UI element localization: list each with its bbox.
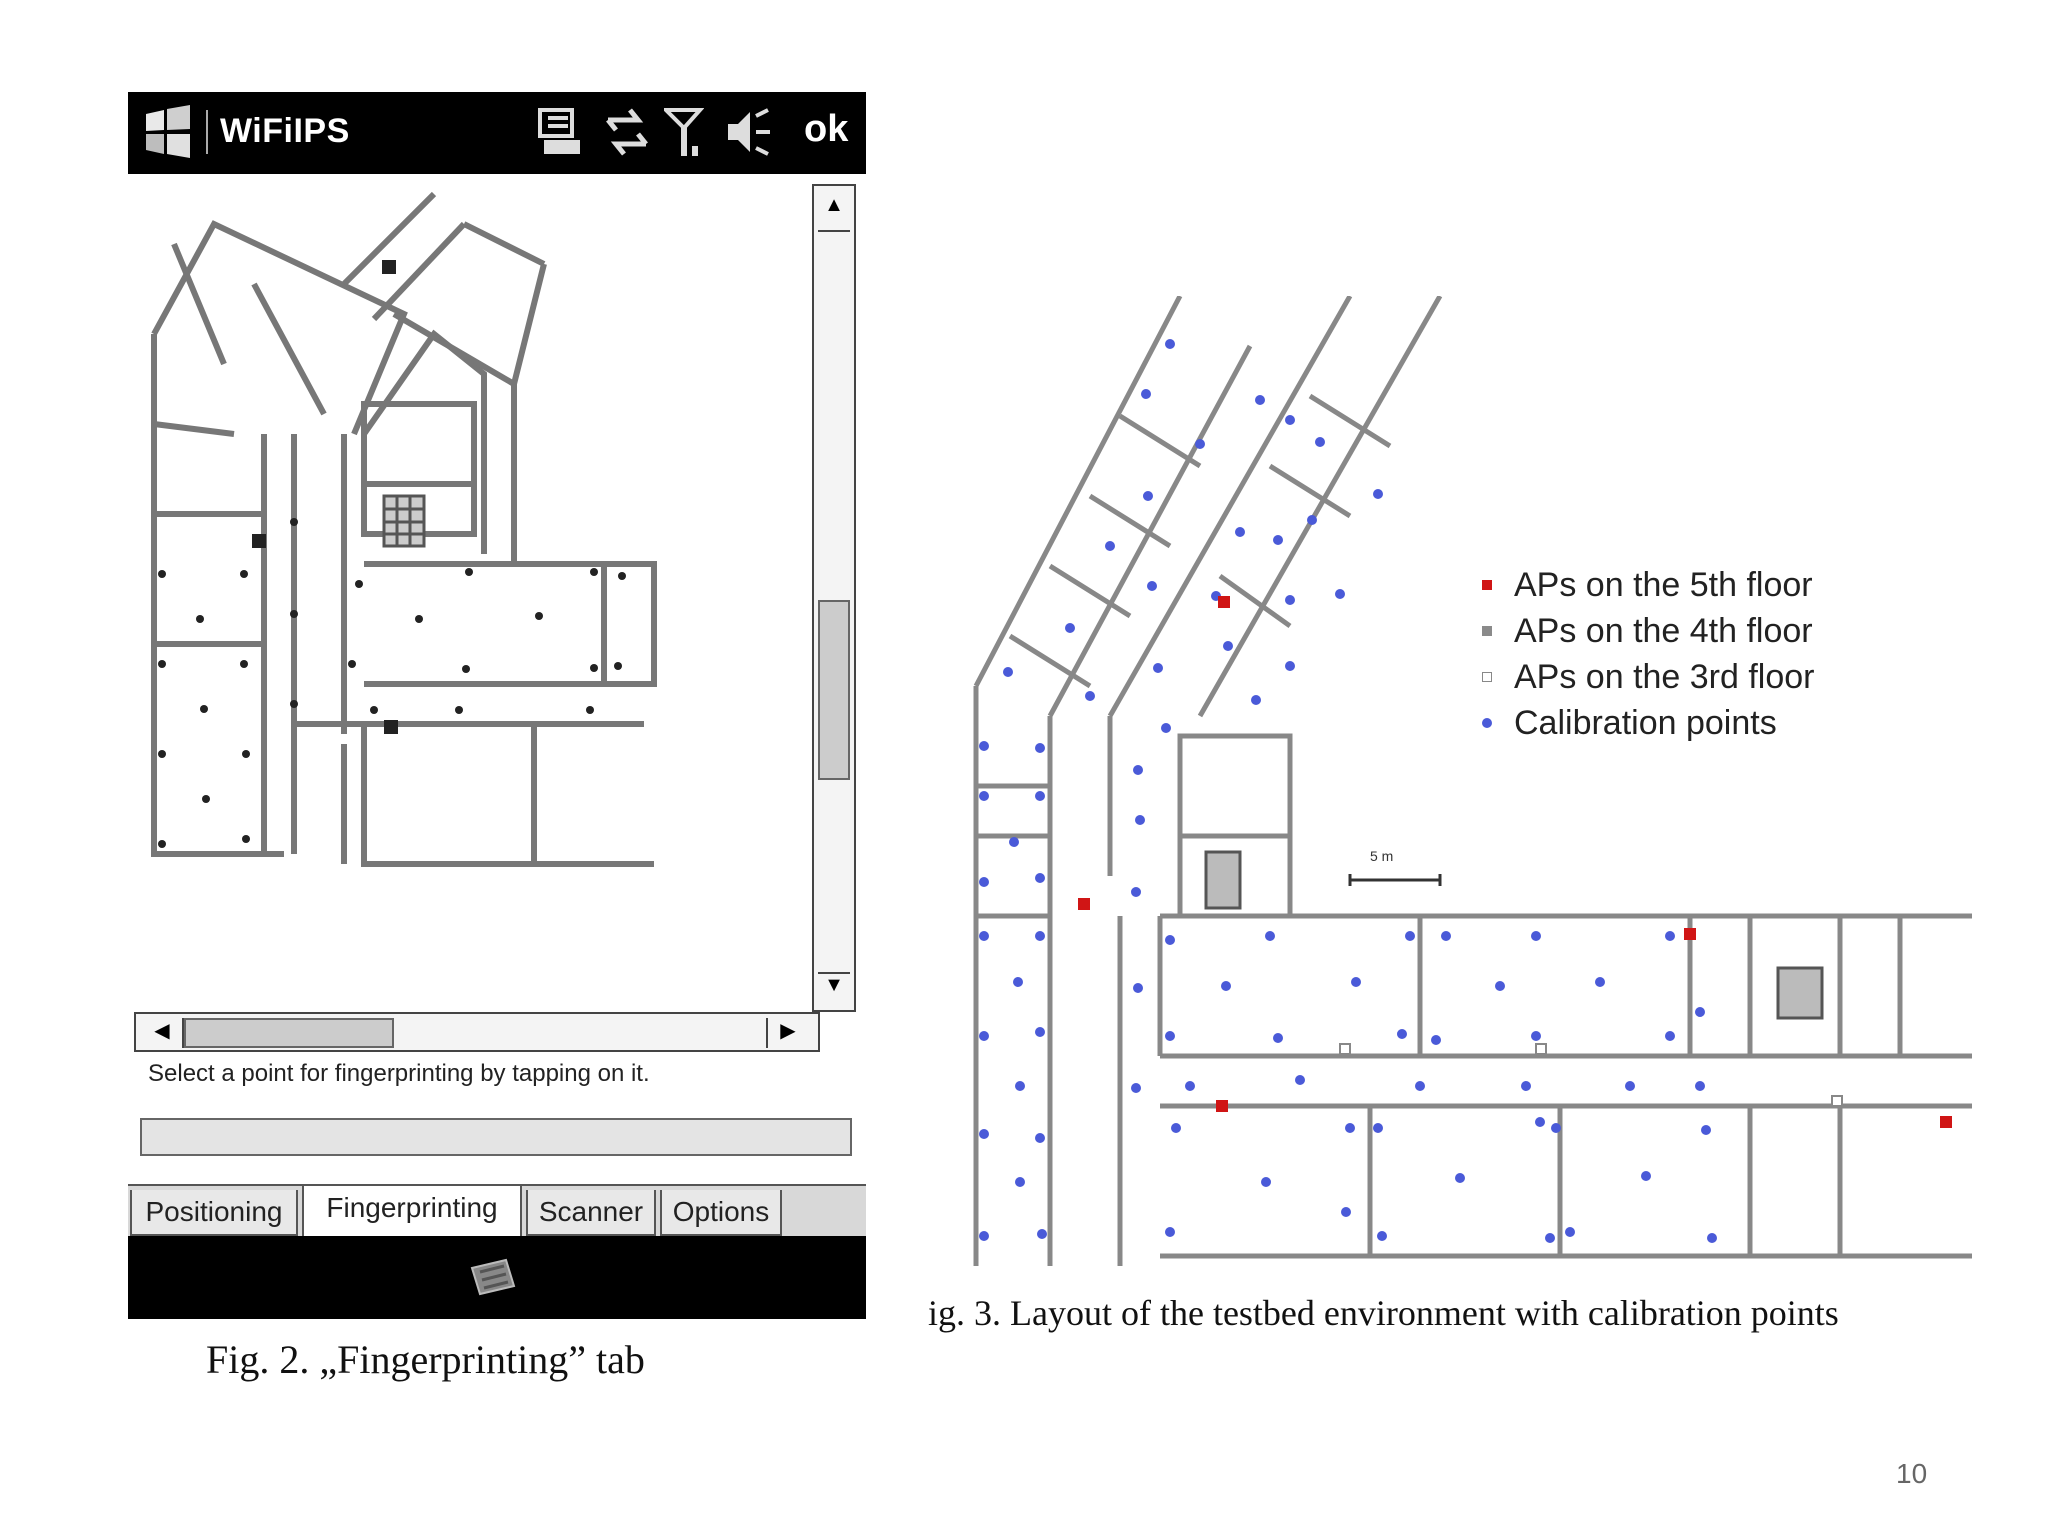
connectivity-icon[interactable] <box>602 106 652 163</box>
tab-fingerprinting[interactable]: Fingerprinting <box>302 1186 522 1238</box>
legend-marker <box>1482 672 1492 682</box>
legend-label: APs on the 5th floor <box>1514 566 1813 604</box>
scale-label: 5 m <box>1370 848 1394 864</box>
scroll-down-icon[interactable]: ▼ <box>818 972 850 1010</box>
legend-label: APs on the 4th floor <box>1514 612 1813 650</box>
horizontal-scrollbar[interactable] <box>134 1012 820 1052</box>
tab-positioning[interactable]: Positioning <box>130 1190 298 1236</box>
fingerprint-map[interactable] <box>134 184 854 1054</box>
scroll-left-icon[interactable]: ◀ <box>142 1018 184 1048</box>
scale-bar <box>1350 874 1440 886</box>
stair-grid <box>384 496 424 546</box>
tab-bar <box>128 1184 866 1238</box>
ok-button[interactable]: ok <box>804 108 849 150</box>
testbed-floor-plan <box>970 296 1972 1266</box>
tab-scanner[interactable]: Scanner <box>526 1190 656 1236</box>
plan-access-points-other <box>1340 1044 1842 1106</box>
legend-marker <box>1482 718 1492 728</box>
bottom-bar <box>128 1236 866 1319</box>
plan-walls <box>976 296 1972 1266</box>
vertical-scrollbar[interactable] <box>812 184 856 1012</box>
access-points <box>252 260 398 734</box>
fig3-caption: ig. 3. Layout of the testbed environment with calibration points <box>928 1293 1839 1333</box>
volume-icon[interactable] <box>724 106 774 163</box>
horizontal-scroll-thumb[interactable] <box>184 1018 394 1048</box>
legend-label: APs on the 3rd floor <box>1514 658 1815 696</box>
legend-marker <box>1482 626 1492 636</box>
app-title: WiFiIPS <box>220 112 350 150</box>
keyboard-icon[interactable] <box>536 106 584 163</box>
legend-marker <box>1482 580 1492 590</box>
legend-label: Calibration points <box>1514 704 1777 742</box>
keyboard-icon[interactable] <box>466 1254 518 1305</box>
hint-text: Select a point for fingerprinting by tapping on it. <box>148 1060 650 1087</box>
windows-start-icon[interactable] <box>142 104 194 165</box>
phone-screenshot <box>128 92 866 1319</box>
tab-options[interactable]: Options <box>660 1190 782 1236</box>
scroll-right-icon[interactable]: ▶ <box>766 1018 808 1048</box>
scroll-up-icon[interactable]: ▲ <box>818 194 850 232</box>
fig2-caption: Fig. 2. „Fingerprinting” tab <box>206 1337 645 1382</box>
page-number: 10 <box>1896 1458 1928 1489</box>
signal-icon[interactable] <box>664 106 704 165</box>
progress-bar <box>140 1118 852 1156</box>
vertical-scroll-thumb[interactable] <box>818 600 850 780</box>
title-bar <box>128 92 866 174</box>
plan-stairs <box>1206 852 1822 1018</box>
title-divider <box>206 110 208 154</box>
